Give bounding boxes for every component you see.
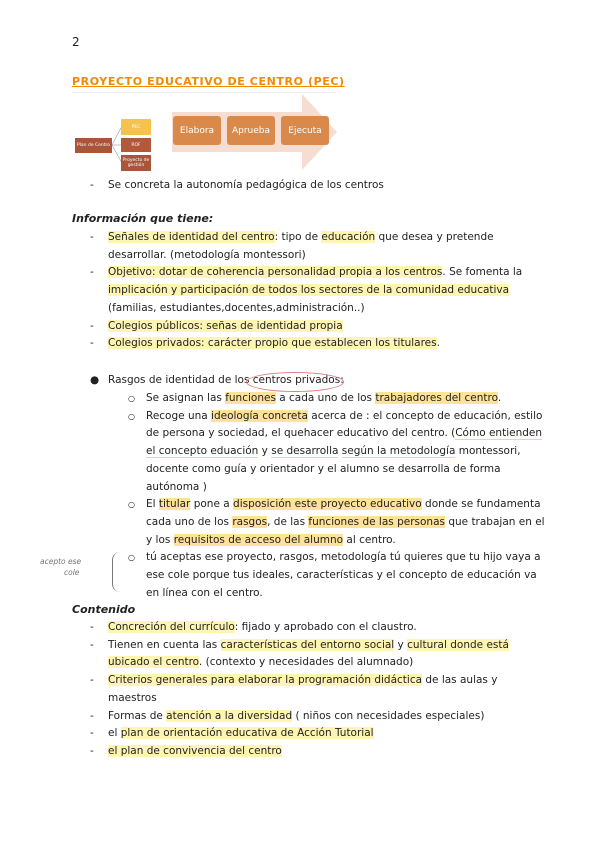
- rasgos-heading: Rasgos de identidad de los centros privados:: [108, 374, 344, 386]
- highlighted-text: Criterios generales para elaborar la programación didáctica: [108, 674, 423, 687]
- text-segment: maestros: [108, 691, 157, 704]
- text-line: [0, 443, 600, 461]
- highlighted-text: Objetivo: dotar de coherencia personalidad propia a los centros: [108, 266, 443, 279]
- list-item: [0, 408, 600, 497]
- highlighted-text: rasgos: [232, 515, 268, 528]
- circle-bullet: ○: [128, 411, 135, 421]
- text-line: [0, 461, 600, 479]
- text-line: [0, 425, 600, 443]
- underlined-text: según la metodología: [341, 445, 456, 458]
- highlighted-text: Colegios públicos: señas de identidad propia: [108, 319, 343, 332]
- text-segment: Se concreta la autonomía pedagógica de los centros: [108, 179, 384, 191]
- text-line: [0, 479, 600, 497]
- highlighted-text: ideología concreta: [211, 409, 308, 422]
- text-line: [0, 282, 600, 300]
- text-segment: de persona y sociedad, el quehacer educativo del centro. (: [146, 427, 456, 440]
- highlighted-text: funciones de las personas: [308, 515, 445, 528]
- text-segment: . (contexto y necesidades del alumnado): [198, 656, 414, 669]
- plan-de-centro-box: Plan de Centro: [75, 138, 112, 153]
- dash-bullet: -: [90, 231, 94, 243]
- margin-note-line: cole: [64, 568, 80, 577]
- dash-bullet: -: [90, 319, 94, 332]
- text-segment: al centro.: [343, 533, 396, 546]
- rof-box: ROF: [121, 138, 151, 152]
- pec-diagram: [72, 92, 336, 173]
- info-heading: Información que tiene:: [72, 212, 214, 225]
- rasgos-bullet: ●: [90, 374, 100, 386]
- text-segment: .: [436, 337, 440, 350]
- text-segment: El: [146, 498, 159, 511]
- text-segment: el: [108, 727, 121, 740]
- list-item: [0, 725, 600, 743]
- underlined-text: Cómo entienden: [455, 427, 543, 440]
- text-segment: que trabajan en el: [444, 515, 545, 528]
- text-segment: Formas de: [108, 709, 167, 722]
- text-segment: autónoma ): [146, 480, 207, 493]
- highlighted-text: titular: [158, 498, 191, 511]
- underlined-text: el concepto eduación: [146, 445, 259, 458]
- text-segment: (familias, estudiantes,docentes,administración..): [108, 301, 365, 314]
- highlighted-text: educación: [321, 231, 376, 243]
- highlighted-text: ubicado el centro: [108, 656, 199, 669]
- rasgos-list: [0, 390, 600, 602]
- text-segment: , de las: [267, 515, 309, 528]
- text-line: [0, 300, 600, 318]
- text-segment: tú aceptas ese proyecto, rasgos, metodología tú quieres que tu hijo vaya a: [146, 551, 541, 564]
- dash-bullet: -: [90, 727, 94, 740]
- list-item: [0, 549, 600, 602]
- info-list: [0, 229, 600, 353]
- text-segment: a cada uno de los: [275, 392, 376, 404]
- text-segment: en línea con el centro.: [146, 586, 263, 599]
- list-item: [0, 708, 600, 726]
- step-ejecuta: Ejecuta: [281, 116, 329, 145]
- highlighted-text: Concreción del currículo: [108, 621, 235, 633]
- circle-bullet: ○: [128, 553, 135, 563]
- intro-list: [0, 177, 600, 195]
- text-line: [0, 654, 600, 672]
- text-segment: de las aulas y: [422, 674, 498, 687]
- text-segment: ese cole porque tus ideales, características y el concepto de educación va: [146, 569, 537, 582]
- highlighted-text: Colegios privados: carácter propio que establecen los titulares: [108, 337, 437, 350]
- text-segment: : tipo de: [274, 231, 322, 243]
- text-line: [0, 408, 600, 426]
- dash-bullet: -: [90, 621, 94, 633]
- highlighted-text: Señales de identidad del centro: [108, 231, 275, 243]
- dash-bullet: -: [90, 266, 94, 279]
- text-segment: docente como guía y orientador y el alumno se desarrolla de forma: [146, 462, 501, 475]
- text-segment: que desea y pretende: [375, 231, 494, 243]
- text-segment: acerca de : el concepto de educación, estilo: [307, 409, 543, 422]
- circle-bullet: ○: [128, 500, 135, 510]
- pec-box: PEC: [121, 119, 151, 135]
- step-elabora: Elabora: [173, 116, 221, 145]
- page-number: 2: [72, 35, 80, 49]
- text-line: [0, 247, 600, 265]
- text-line: [0, 690, 600, 708]
- text-segment: donde se fundamenta: [421, 498, 541, 511]
- margin-note: [40, 556, 81, 578]
- content-list: [0, 619, 600, 761]
- list-item: [0, 229, 600, 264]
- text-segment: : fijado y aprobado con el claustro.: [234, 621, 417, 633]
- content-heading: Contenido: [72, 603, 136, 616]
- list-item: [0, 177, 600, 195]
- margin-note-line: acepto ese: [40, 557, 82, 566]
- annotation-brace: [112, 552, 121, 592]
- annotation-circle: [246, 372, 344, 392]
- highlighted-text: el plan de convivencia del centro: [108, 744, 282, 757]
- text-segment: desarrollar. (metodología montessori): [108, 248, 306, 261]
- text-segment: y: [394, 638, 408, 651]
- text-segment: cada uno de los: [146, 515, 233, 528]
- text-line: [0, 514, 600, 532]
- dash-bullet: -: [90, 638, 94, 651]
- list-item: [0, 264, 600, 317]
- highlighted-text: atención a la diversidad: [166, 709, 293, 722]
- text-line: [0, 549, 600, 567]
- text-line: [0, 532, 600, 550]
- highlighted-text: plan de orientación educativa de Acción Tutorial: [120, 727, 374, 740]
- list-item: [0, 619, 600, 637]
- text-line: [0, 496, 600, 514]
- text-segment: Tienen en cuenta las: [108, 638, 221, 651]
- text-segment: . Se fomenta la: [442, 266, 523, 279]
- text-segment: .: [497, 392, 502, 404]
- list-item: [0, 496, 600, 549]
- highlighted-text: cultural donde está: [407, 638, 509, 651]
- dash-bullet: -: [90, 744, 94, 757]
- text-segment: y los: [146, 533, 174, 546]
- list-item: [0, 637, 600, 672]
- text-segment: ( niños con necesidades especiales): [292, 709, 485, 722]
- list-item: [0, 672, 600, 707]
- underlined-text: se desarrolla: [271, 445, 339, 458]
- circle-bullet: ○: [128, 394, 135, 403]
- text-segment: Se asignan las: [146, 392, 226, 404]
- page-title: PROYECTO EDUCATIVO DE CENTRO (PEC): [72, 75, 345, 88]
- dash-bullet: -: [90, 674, 94, 687]
- text-line: [0, 585, 600, 603]
- dash-bullet: -: [90, 337, 94, 350]
- list-item: [0, 390, 600, 408]
- text-segment: montessori,: [455, 445, 521, 458]
- proyecto-gestion-box: Proyecto de gestión: [121, 155, 151, 171]
- text-segment: Recoge una: [146, 409, 212, 422]
- highlighted-text: implicación y participación de todos los sectores de la comunidad educativa: [108, 284, 510, 297]
- list-item: [0, 335, 600, 353]
- text-segment: pone a: [190, 498, 234, 511]
- highlighted-text: requisitos de acceso del alumno: [173, 533, 344, 546]
- highlighted-text: funciones: [225, 392, 276, 404]
- step-aprueba: Aprueba: [227, 116, 275, 145]
- text-line: [0, 567, 600, 585]
- highlighted-text: características del entorno social: [220, 638, 395, 651]
- list-item: [0, 743, 600, 761]
- text-segment: y: [258, 445, 272, 458]
- highlighted-text: disposición este proyecto educativo: [233, 498, 422, 511]
- dash-bullet: -: [90, 179, 94, 191]
- dash-bullet: -: [90, 709, 94, 722]
- list-item: [0, 318, 600, 336]
- highlighted-text: trabajadores del centro: [375, 392, 498, 404]
- text-line: [0, 390, 600, 408]
